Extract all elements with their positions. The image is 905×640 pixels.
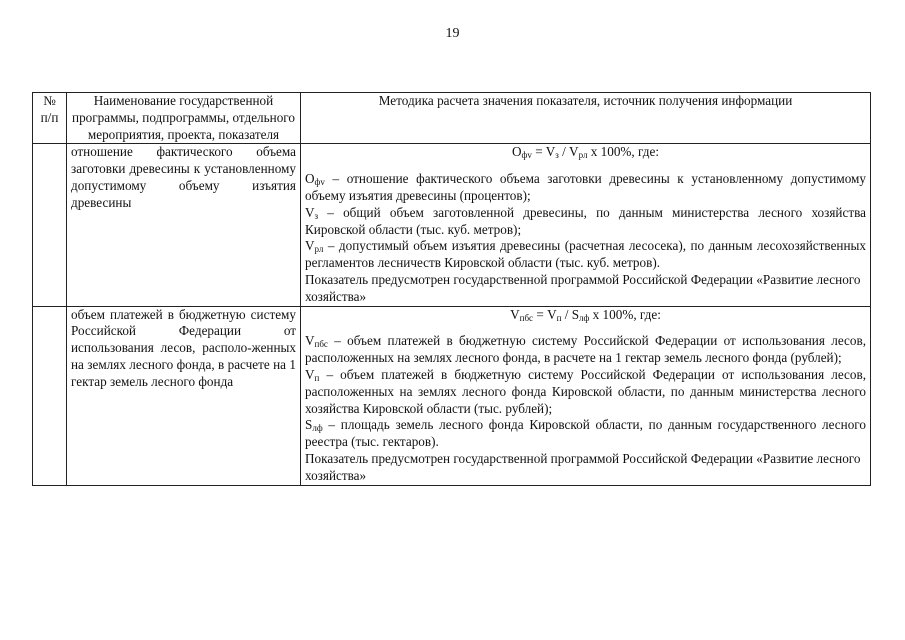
indicator-name: отношение фактического объема заготовки древесины к установленному допустимому объему изъятия древесины xyxy=(67,144,301,306)
header-name: Наименование государственной программы, подпрограммы, отдельного мероприятия, проекта, показателя xyxy=(67,93,301,144)
definition: $V_п$ – объем платежей в бюджетную систему Российской Федерации от использования лесов, расположенных на землях лесного фонда Кировской области, по данным министерства лесного хозяйства Кировской области (тыс. рублей); xyxy=(305,366,866,416)
table-header-row xyxy=(33,93,871,144)
source-note: Показатель предусмотрен государственной программой Российской Федерации «Развитие лесного хозяйства» xyxy=(305,450,861,483)
page-number: 19 xyxy=(445,26,460,41)
source-note: Показатель предусмотрен государственной программой Российской Федерации «Развитие лесного хозяйства» xyxy=(305,271,861,304)
method-cell xyxy=(301,306,871,485)
row-number xyxy=(33,144,67,306)
method-cell xyxy=(301,144,871,306)
indicator-table xyxy=(32,92,871,486)
definition: $V_з$ – общий объем заготовленной древесины, по данным министерства лесного хозяйства Кировской области (тыс. куб. метров); xyxy=(305,204,866,237)
formula: $V_{пбс} = V_п / S_{лф}$ x 100%, где: xyxy=(510,306,661,323)
definition: $S_{лф}$ – площадь земель лесного фонда Кировской области, по данным государственного лесного реестра (тыс. гектаров). xyxy=(305,417,866,450)
header-method: Методика расчета значения показателя, источник получения информации xyxy=(301,93,871,144)
indicator-name: объем платежей в бюджетную систему Российской Федерации от использования лесов, располо-женных на землях лесного фонда, в расчете на 1 гектар земель лесного фонда xyxy=(67,306,301,485)
definition: $V_{рл}$ – допустимый объем изъятия древесины (расчетная лесосека), по данным лесохозяйственных регламентов лесничеств Кировской области (тыс. куб. метров). xyxy=(305,238,866,271)
formula: $O_{фv} = V_з / V_{рл}$ x 100%, где: xyxy=(512,144,659,161)
definition: $O_{фv}$ – отношение фактического объема заготовки древесины к установленному допустимому объему изъятия древесины (процентов); xyxy=(305,171,866,203)
header-number: № п/п xyxy=(33,93,67,144)
row-number xyxy=(33,306,67,485)
table-row xyxy=(33,306,871,485)
definition: $V_{пбс}$ – объем платежей в бюджетную систему Российской Федерации от использования лесов, расположенных на землях лесного фонда, в расчете на 1 гектар земель лесного фонда (рублей); xyxy=(305,333,866,366)
table-row xyxy=(33,144,871,306)
